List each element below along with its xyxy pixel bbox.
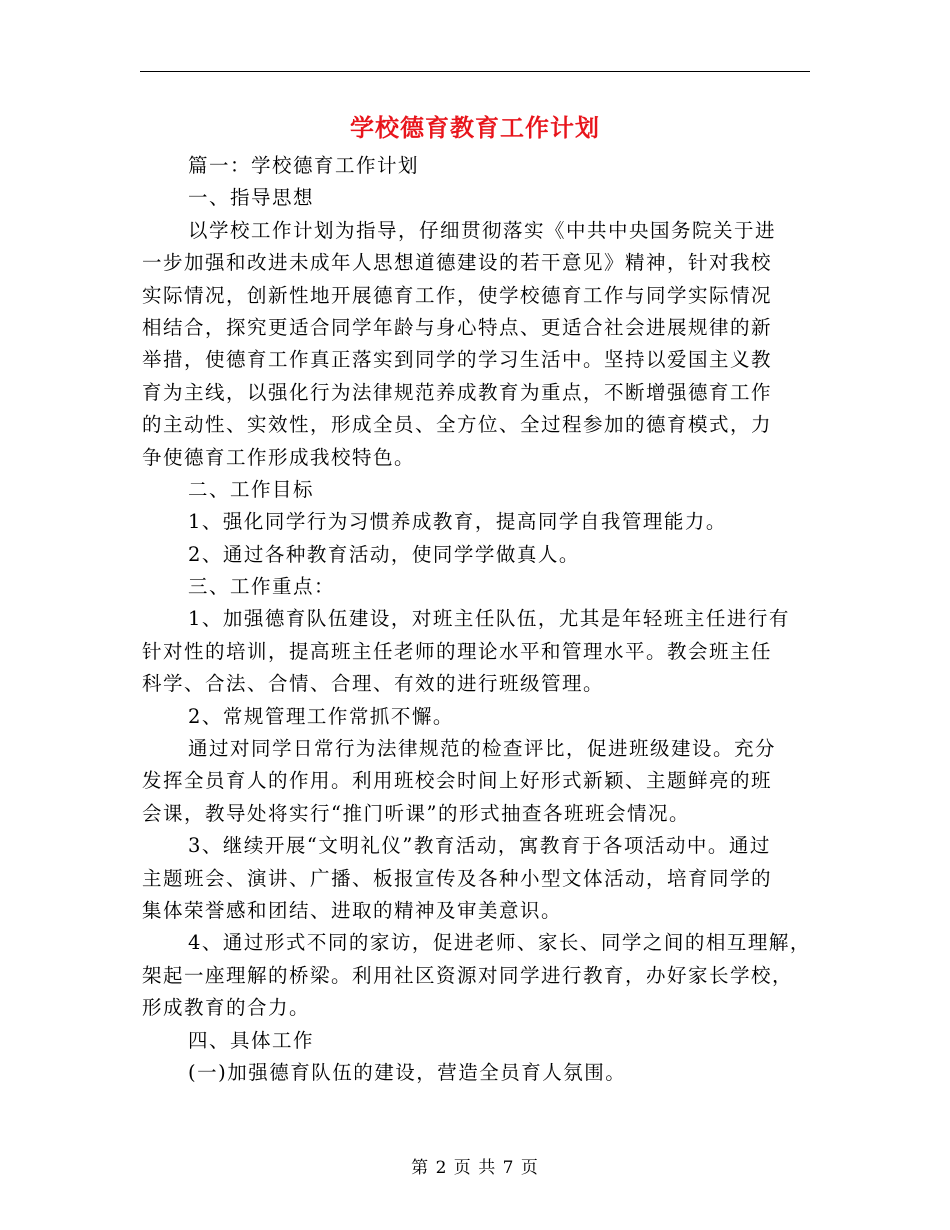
body-line: 主题班会、演讲、广播、板报宣传及各种小型文体活动，培育同学的	[142, 866, 773, 890]
body-line: 1、强化同学行为习惯养成教育，提高同学自我管理能力。	[188, 510, 727, 534]
document-body	[142, 150, 814, 1089]
body-line: 形成教育的合力。	[142, 996, 311, 1020]
body-line: 以学校工作计划为指导，仔细贯彻落实《中共中央国务院关于进	[188, 218, 777, 242]
body-line: 实际情况，创新性地开展德育工作，使学校德育工作与同学实际情况	[142, 283, 773, 307]
body-line: 一、指导思想	[188, 186, 315, 210]
body-line: 科学、合法、合情、合理、有效的进行班级管理。	[142, 672, 605, 696]
body-line: 一步加强和改进未成年人思想道德建设的若干意见》精神，针对我校	[142, 251, 773, 275]
body-line: 会课，教导处将实行“推门听课”的形式抽查各班班会情况。	[142, 801, 690, 825]
body-line: 篇一：学校德育工作计划	[188, 154, 420, 177]
body-line: 通过对同学日常行为法律规范的检查评比，促进班级建设。充分	[188, 737, 777, 761]
body-line: 争使德育工作形成我校特色。	[142, 445, 416, 469]
body-line: 1、加强德育队伍建设，对班主任队伍，尤其是年轻班主任进行有	[188, 607, 790, 631]
document-title: 学校德育教育工作计划	[350, 114, 600, 142]
body-line: 举措，使德育工作真正落实到同学的学习生活中。坚持以爱国主义教	[142, 348, 773, 372]
header-rule	[140, 71, 810, 72]
body-line: 4、通过形式不同的家访，促进老师、家长、同学之间的相互理解，	[188, 931, 811, 955]
body-line: 集体荣誉感和团结、进取的精神及审美意识。	[142, 898, 563, 922]
body-line: 架起一座理解的桥梁。利用社区资源对同学进行教育，办好家长学校，	[142, 963, 794, 987]
body-line: 育为主线，以强化行为法律规范养成教育为重点，不断增强德育工作	[142, 380, 773, 404]
body-line: 二、工作目标	[188, 477, 315, 501]
body-line: 三、工作重点：	[188, 575, 336, 599]
body-line: 针对性的培训，提高班主任老师的理论水平和管理水平。教会班主任	[142, 639, 773, 663]
body-line: 2、常规管理工作常抓不懈。	[188, 704, 454, 728]
body-line: 相结合，探究更适合同学年龄与身心特点、更适合社会进展规律的新	[142, 315, 773, 339]
body-line: 四、具体工作	[188, 1028, 315, 1052]
page-footer: 第 2 页 共 7 页	[411, 1158, 539, 1178]
body-line: 3、继续开展“文明礼仪”教育活动，寓教育于各项活动中。通过	[188, 834, 771, 858]
body-line: (一)加强德育队伍的建设，营造全员育人氛围。	[188, 1060, 627, 1084]
body-line: 的主动性、实效性，形成全员、全方位、全过程参加的德育模式，力	[142, 413, 773, 437]
body-line: 发挥全员育人的作用。利用班校会时间上好形式新颖、主题鲜亮的班	[142, 769, 773, 793]
body-line: 2、通过各种教育活动，使同学学做真人。	[188, 542, 580, 566]
